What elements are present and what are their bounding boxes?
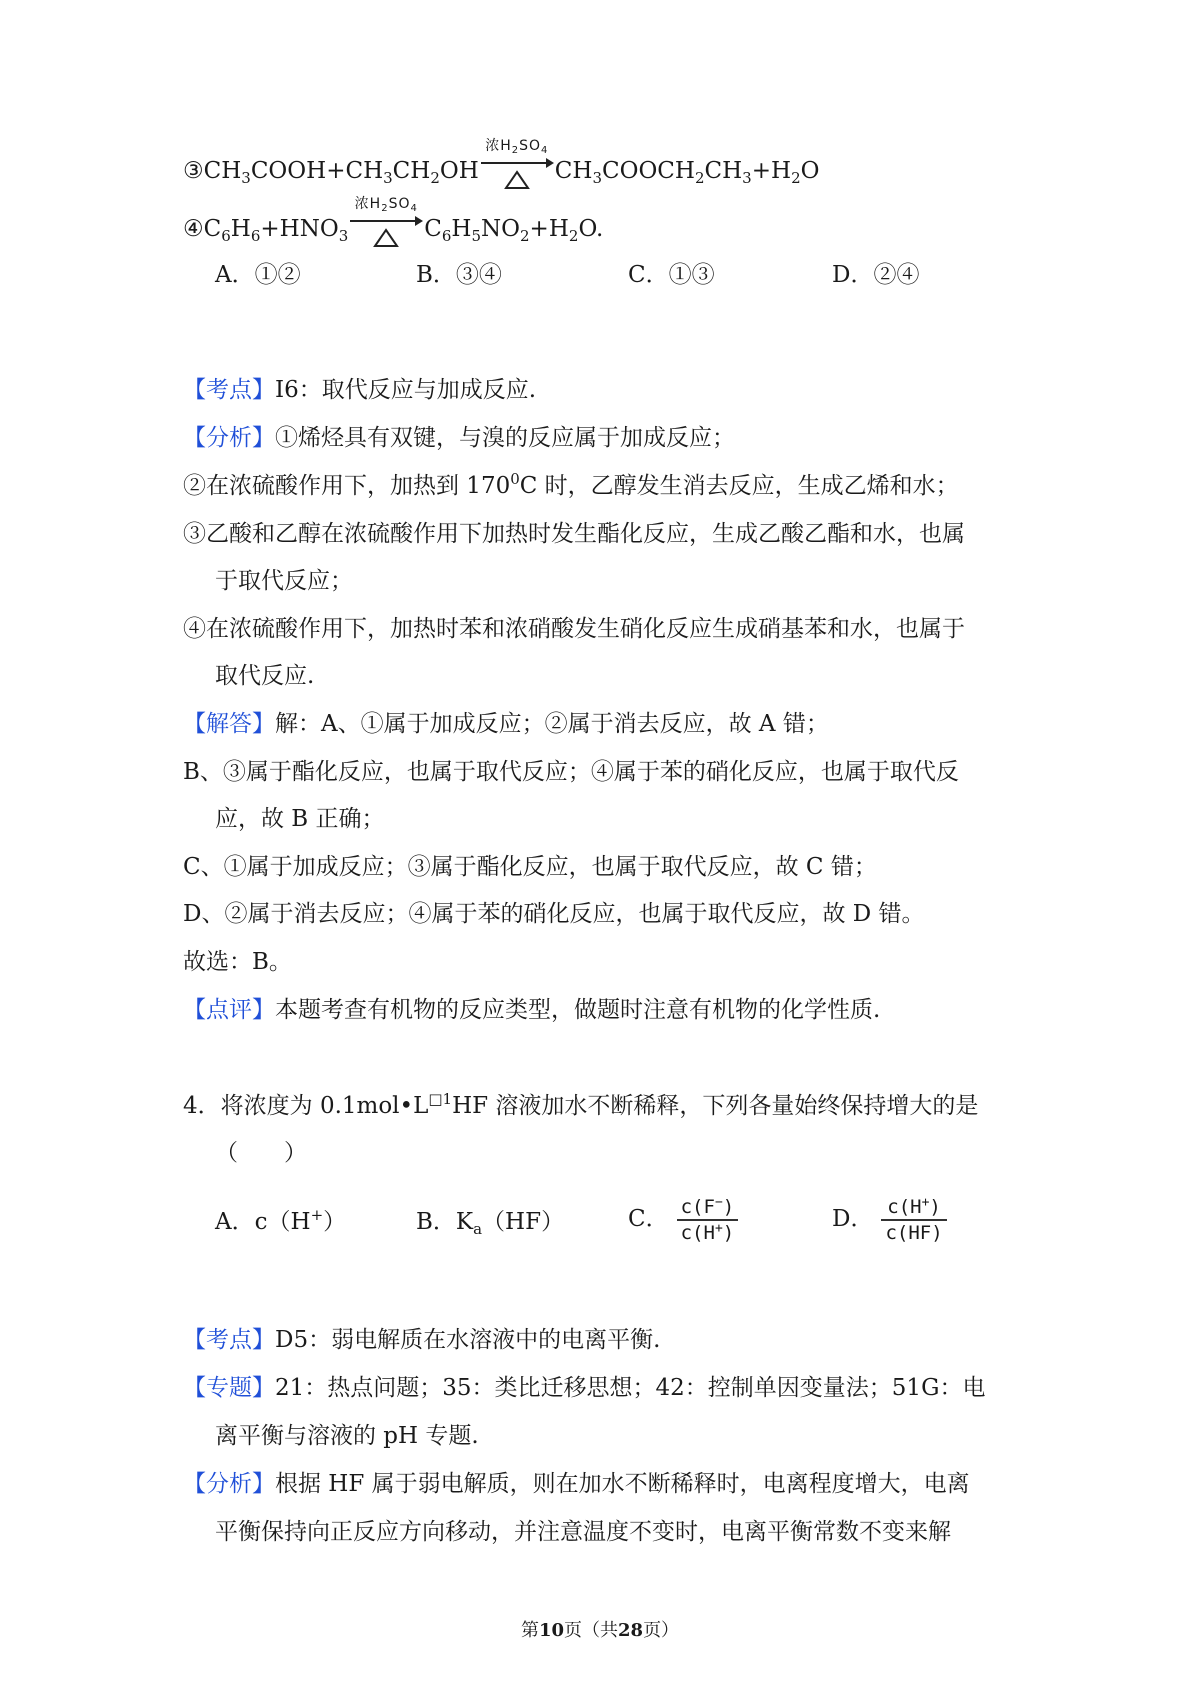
formula-part: CH (203, 158, 242, 184)
jieda-line-4: D、②属于消去反应；④属于苯的硝化反应，也属于取代反应，故 D 错。 (183, 901, 925, 927)
dianping-text: 本题考查有机物的反应类型，做题时注意有机物的化学性质. (275, 997, 881, 1023)
formula-part: H (230, 216, 251, 242)
fenxi-text: C 时，乙醇发生消去反应，生成乙烯和水； (519, 473, 959, 499)
page-footer: 第10页（共28页） (520, 1620, 680, 1641)
catalyst-label: 浓$H_2SO_4$ (485, 138, 549, 156)
denominator: c(H+) (680, 1221, 735, 1244)
catalyst-label: 浓$H_2SO_4$ (354, 196, 418, 214)
subscript: 2 (694, 169, 705, 187)
q4-option-a: A．c（H+） (215, 1206, 347, 1235)
section-tag: 【解答】 (183, 711, 275, 737)
numerator: c(F−) (680, 1195, 735, 1218)
option-label: C． (628, 1206, 669, 1232)
denominator: c(HF) (885, 1222, 943, 1244)
option-c: C．①③ (628, 262, 715, 288)
kaodian-text: D5：弱电解质在水溶液中的电离平衡. (275, 1327, 661, 1353)
section-tag: 【分析】 (183, 425, 275, 451)
fenxi-line-2 (183, 471, 959, 501)
fraction (881, 1195, 946, 1245)
reaction-4 (183, 196, 604, 245)
q4-zhuanti-line-2: 离平衡与溶液的 pH 专题. (215, 1423, 479, 1449)
section-tag: 【考点】 (183, 1327, 275, 1353)
formula-part: CH (704, 158, 743, 184)
formula-part: +HNO (260, 216, 339, 242)
formula-part: CH (554, 158, 593, 184)
zhuanti-text: 21：热点问题；35：类比迁移思想；42：控制单因变量法；51G：电 (275, 1375, 986, 1401)
fenxi-line-4: ④在浓硫酸作用下，加热时苯和浓硝酸发生硝化反应生成硝基苯和水，也属于 (183, 616, 965, 642)
fenxi-line-3b: 于取代反应； (215, 568, 353, 594)
jieda-line-2b: 应，故 B 正确； (215, 806, 385, 832)
jieda-line (183, 709, 829, 739)
answer-line: 故选：B。 (183, 949, 292, 975)
numerator: c(H+) (887, 1195, 941, 1218)
q4-option-b: B．$K_a(HF)$ (416, 1209, 565, 1238)
section-tag: 【点评】 (183, 997, 275, 1023)
q4-zhuanti-line (183, 1373, 985, 1403)
formula-part: CH (392, 158, 431, 184)
subscript: 6 (221, 227, 231, 245)
formula-part: C (424, 216, 442, 242)
option-b: B．③④ (416, 262, 502, 288)
reaction-number: ③ (183, 158, 204, 184)
fenxi-text: ②在浓硫酸作用下，加热到 170 (183, 473, 511, 499)
reaction-condition-arrow (350, 196, 422, 245)
heat-triangle-icon (504, 170, 530, 190)
question-4-stem (183, 1091, 978, 1121)
formula-part: +H (751, 158, 792, 184)
subscript: 6 (441, 227, 452, 245)
formula-part: +H (529, 216, 569, 242)
subscript: 2 (568, 227, 579, 245)
kaodian-line (183, 375, 536, 405)
q4-fenxi-line-2: 平衡保持向正反应方向移动，并注意温度不变时，电离平衡常数不变来解 (215, 1519, 951, 1545)
total-pages: 28 (618, 1620, 644, 1641)
fenxi-text: 根据 HF 属于弱电解质，则在加水不断稀释时，电离程度增大，电离 (275, 1471, 970, 1497)
formula-part: COOH+CH (250, 158, 384, 184)
fenxi-line-4b: 取代反应. (215, 663, 315, 689)
q4-fenxi-line (183, 1469, 970, 1499)
subscript: 5 (471, 227, 482, 245)
fenxi-text: ①烯烃具有双键，与溴的反应属于加成反应； (275, 425, 735, 451)
jieda-line-3: C、①属于加成反应；③属于酯化反应，也属于取代反应，故 C 错； (183, 854, 877, 880)
formula-part: O (800, 158, 820, 184)
kaodian-text: I6：取代反应与加成反应. (275, 377, 537, 403)
option-a: A．①② (215, 262, 301, 288)
formula-part: O. (578, 216, 604, 242)
dianping-line (183, 995, 880, 1025)
fenxi-line-3: ③乙酸和乙醇在浓硫酸作用下加热时发生酯化反应，生成乙酸乙酯和水，也属 (183, 521, 965, 547)
section-tag: 【专题】 (183, 1375, 275, 1401)
q4-kaodian-line (183, 1325, 660, 1355)
heat-triangle-icon (373, 228, 399, 248)
subscript: 6 (250, 227, 261, 245)
section-tag: 【考点】 (183, 377, 275, 403)
reaction-number: ④ (183, 216, 204, 242)
q4-option-d (832, 1195, 947, 1245)
subscript: 3 (383, 169, 393, 187)
section-tag: 【分析】 (183, 1471, 275, 1497)
question-4-paren: （ ） (215, 1140, 307, 1166)
subscript: 3 (742, 169, 752, 187)
subscript: 2 (791, 169, 801, 187)
stem-text: HF 溶液加水不断稀释，下列各量始终保持增大的是 (452, 1093, 979, 1119)
reaction-condition-arrow (481, 138, 553, 187)
subscript: 3 (338, 227, 349, 245)
reaction-3 (183, 138, 820, 187)
formula-part: C (203, 216, 222, 242)
subscript: 2 (520, 227, 530, 245)
formula-part: OH (439, 158, 479, 184)
subscript: 3 (241, 169, 251, 187)
superscript: □1 (428, 1090, 453, 1108)
q4-option-c (628, 1195, 738, 1245)
jieda-text: 解：A、①属于加成反应；②属于消去反应，故 A 错； (275, 711, 829, 737)
page-number: 10 (538, 1620, 564, 1641)
fraction (677, 1195, 739, 1245)
formula-part: NO (481, 216, 520, 242)
subscript: 2 (430, 169, 440, 187)
formula-part: H (451, 216, 472, 242)
fenxi-line (183, 423, 735, 453)
superscript: 0 (510, 470, 520, 488)
subscript: 3 (592, 169, 602, 187)
stem-text: 4．将浓度为 0.1mol•L (183, 1093, 429, 1119)
jieda-line-2: B、③属于酯化反应，也属于取代反应；④属于苯的硝化反应，也属于取代反 (183, 759, 959, 785)
option-label: D． (832, 1206, 874, 1232)
option-d: D．②④ (832, 262, 920, 288)
formula-part: COOCH (602, 158, 695, 184)
